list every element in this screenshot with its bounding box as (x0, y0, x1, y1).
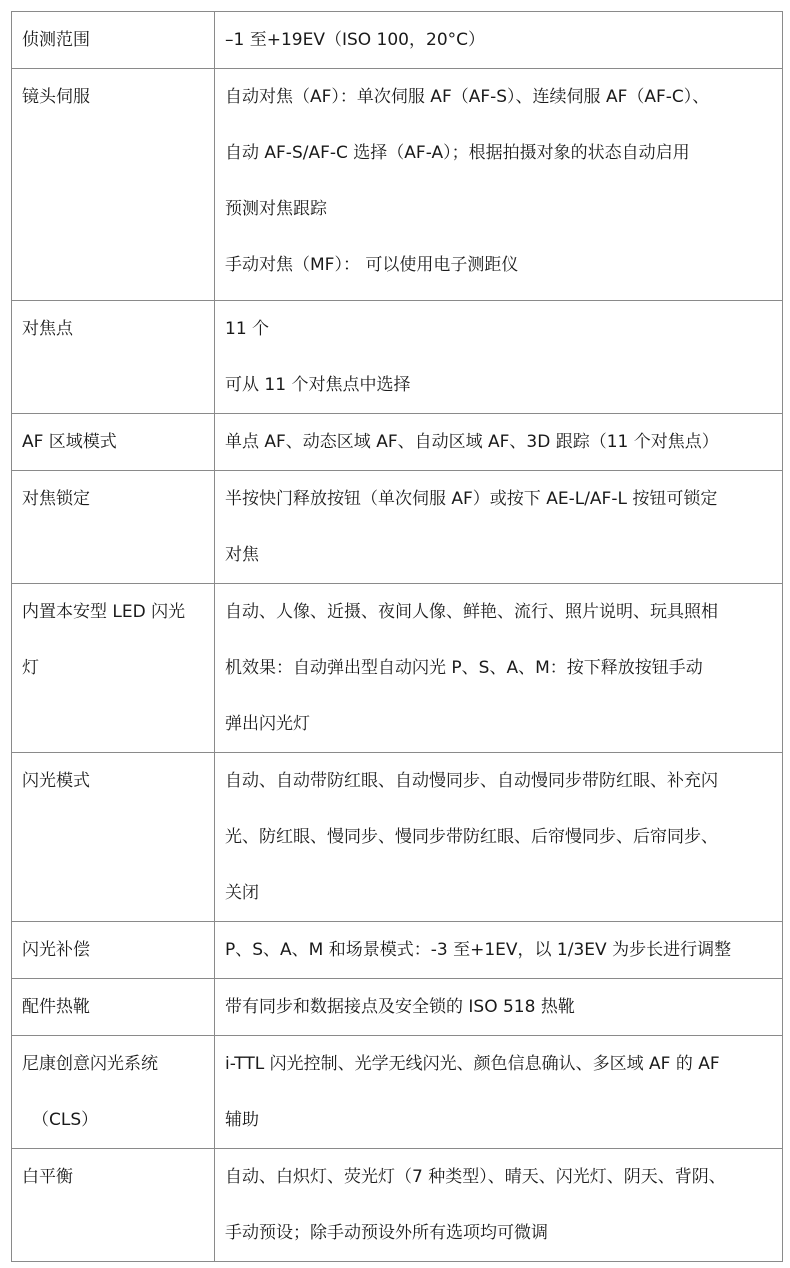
spec-label-cell (12, 1149, 215, 1262)
spec-value-text: 带有同步和数据接点及安全锁的 ISO 518 热靴 (225, 997, 575, 1017)
spec-row (12, 69, 783, 301)
spec-row (12, 584, 783, 753)
spec-value-text: 自动、自动带防红眼、自动慢同步、自动慢同步带防红眼、补充闪 (225, 771, 718, 791)
spec-value-text: 自动、人像、近摄、夜间人像、鲜艳、流行、照片说明、玩具照相 (225, 602, 718, 622)
spec-label-cell (12, 753, 215, 922)
spec-row (12, 753, 783, 922)
spec-value-text: 手动预设；除手动预设外所有选项均可微调 (225, 1223, 548, 1243)
spec-label-text: 对焦点 (22, 319, 73, 339)
spec-label-cell (12, 471, 215, 584)
spec-value-text: 机效果：自动弹出型自动闪光 P、S、A、M：按下释放按钮手动 (225, 658, 703, 678)
spec-value-text: 11 个 (225, 319, 270, 339)
spec-value-text: 光、防红眼、慢同步、慢同步带防红眼、后帘慢同步、后帘同步、 (225, 827, 718, 847)
spec-value-text: 预测对焦跟踪 (225, 199, 327, 219)
spec-label-cell (12, 414, 215, 471)
spec-label-cell (12, 12, 215, 69)
spec-row (12, 1149, 783, 1262)
spec-label-cell (12, 979, 215, 1036)
spec-value-text: 自动对焦（AF）：单次伺服 AF（AF-S）、连续伺服 AF（AF-C）、 (225, 87, 710, 107)
spec-row (12, 979, 783, 1036)
spec-value-text: 自动、白炽灯、荧光灯（7 种类型）、晴天、闪光灯、阴天、背阴、 (225, 1167, 726, 1187)
spec-value-cell (215, 301, 783, 414)
spec-label-cell (12, 584, 215, 753)
spec-label-text: 闪光补偿 (22, 940, 90, 960)
spec-label-text: 尼康创意闪光系统 (22, 1054, 158, 1074)
spec-label-cell (12, 301, 215, 414)
spec-label-cell (12, 69, 215, 301)
spec-label-text: 镜头伺服 (22, 87, 90, 107)
spec-row (12, 471, 783, 584)
spec-row (12, 12, 783, 69)
spec-value-text: i-TTL 闪光控制、光学无线闪光、颜色信息确认、多区域 AF 的 AF (225, 1054, 720, 1074)
spec-row (12, 922, 783, 979)
spec-value-text: 可从 11 个对焦点中选择 (225, 375, 411, 395)
spec-label-text: （CLS） (32, 1110, 99, 1130)
spec-table (11, 11, 783, 1262)
spec-value-cell (215, 584, 783, 753)
spec-row (12, 414, 783, 471)
spec-table-body (12, 12, 783, 1262)
spec-value-text: 手动对焦（MF）： 可以使用电子测距仪 (225, 255, 519, 275)
spec-value-text: 对焦 (225, 545, 259, 565)
spec-label-text: 内置本安型 LED 闪光 (22, 602, 186, 622)
spec-row (12, 1036, 783, 1149)
spec-value-text: 单点 AF、动态区域 AF、自动区域 AF、3D 跟踪（11 个对焦点） (225, 432, 719, 452)
spec-value-text: 辅助 (225, 1110, 259, 1130)
spec-value-text: 半按快门释放按钮（单次伺服 AF）或按下 AE-L/AF-L 按钮可锁定 (225, 489, 718, 509)
spec-label-text: AF 区域模式 (22, 432, 117, 452)
spec-value-cell (215, 753, 783, 922)
spec-value-text: 关闭 (225, 883, 259, 903)
spec-label-text: 闪光模式 (22, 771, 90, 791)
spec-value-cell (215, 471, 783, 584)
spec-value-text: 弹出闪光灯 (225, 714, 310, 734)
spec-value-cell (215, 979, 783, 1036)
spec-value-cell (215, 1149, 783, 1262)
spec-label-text: 配件热靴 (22, 997, 90, 1017)
spec-label-text: 侦测范围 (22, 30, 90, 50)
spec-value-text: –1 至+19EV（ISO 100，20°C） (225, 30, 486, 50)
spec-row (12, 301, 783, 414)
spec-value-cell (215, 12, 783, 69)
spec-label-cell (12, 1036, 215, 1149)
spec-value-cell (215, 414, 783, 471)
spec-value-cell (215, 922, 783, 979)
spec-value-text: P、S、A、M 和场景模式：-3 至+1EV，以 1/3EV 为步长进行调整 (225, 940, 732, 960)
spec-label-text: 灯 (22, 658, 39, 678)
spec-value-cell (215, 1036, 783, 1149)
spec-value-text: 自动 AF-S/AF-C 选择（AF-A）；根据拍摄对象的状态自动启用 (225, 143, 690, 163)
spec-label-text: 对焦锁定 (22, 489, 90, 509)
spec-label-text: 白平衡 (22, 1167, 73, 1187)
spec-value-cell (215, 69, 783, 301)
spec-label-cell (12, 922, 215, 979)
